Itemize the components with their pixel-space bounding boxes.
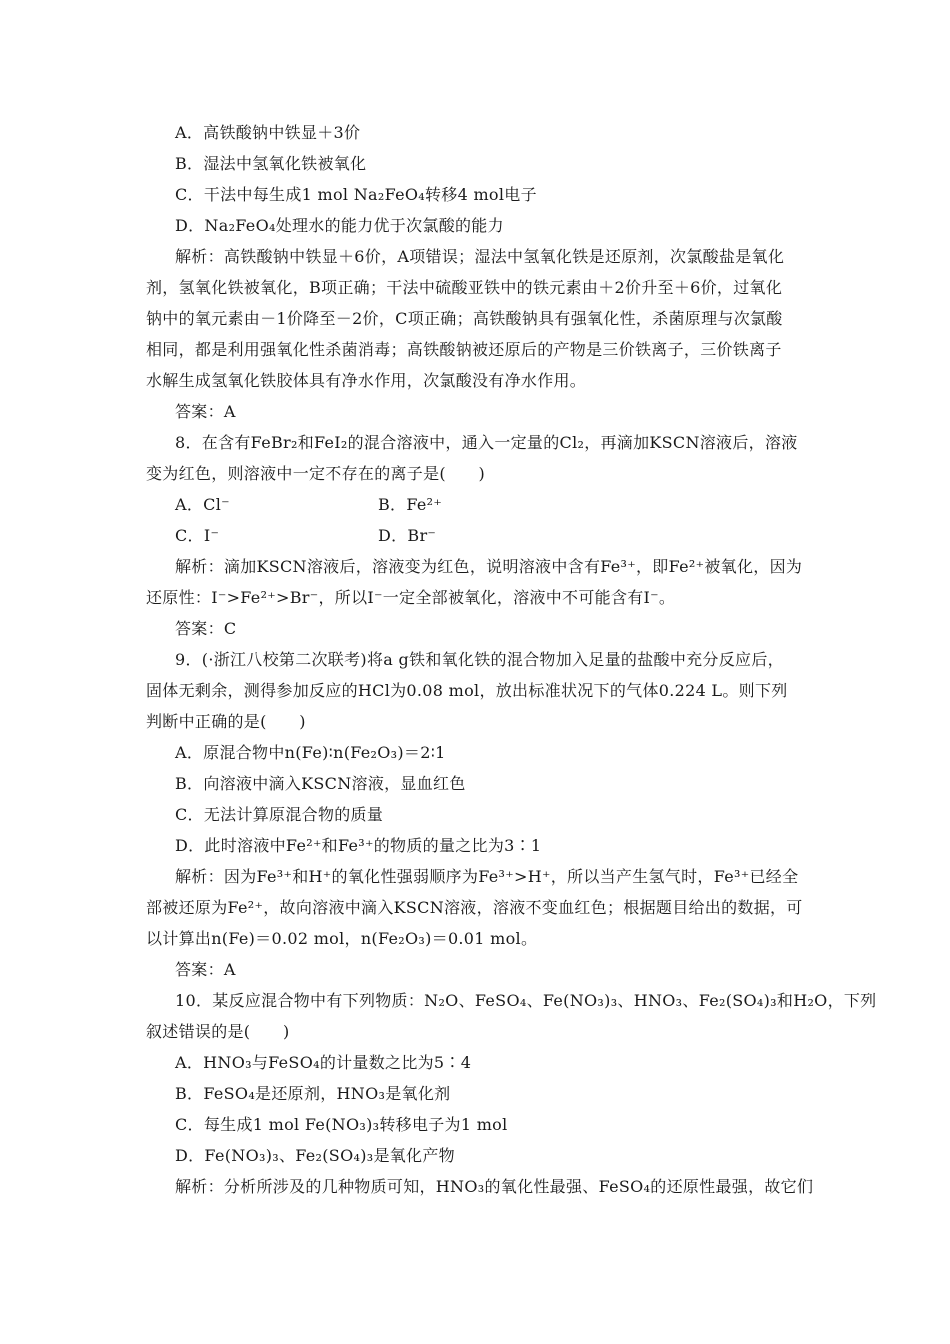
q10-option-c: C．每生成1 mol Fe(NO₃)₃转移电子为1 mol xyxy=(175,1115,508,1134)
q9-answer: 答案：A xyxy=(175,960,236,979)
q7-explanation-line: 剂，氢氧化铁被氧化，B项正确；干法中硫酸亚铁中的铁元素由＋2价升至＋6价，过氧化 xyxy=(146,278,783,297)
q10-option-a: A．HNO₃与FeSO₄的计量数之比为5∶4 xyxy=(175,1053,472,1072)
q8-answer: 答案：C xyxy=(175,619,237,638)
q10-option-b: B．FeSO₄是还原剂，HNO₃是氧化剂 xyxy=(175,1084,451,1103)
q10-explanation-line: 解析：分析所涉及的几种物质可知，HNO₃的氧化性最强、FeSO₄的还原性最强，故它们 xyxy=(175,1177,814,1196)
q9-stem-line: 9．(·浙江八校第二次联考)将a g铁和氧化铁的混合物加入足量的盐酸中充分反应后， xyxy=(175,650,784,669)
q7-option-b: B．湿法中氢氧化铁被氧化 xyxy=(175,154,367,173)
q9-stem-line: 固体无剩余，测得参加反应的HCl为0.08 mol，放出标准状况下的气体0.224 L。则下列 xyxy=(146,681,788,700)
q10-stem-line: 叙述错误的是( ) xyxy=(146,1022,290,1041)
q9-explanation-line: 以计算出n(Fe)＝0.02 mol，n(Fe₂O₃)＝0.01 mol。 xyxy=(146,929,538,948)
q8-option-b: B．Fe²⁺ xyxy=(378,495,443,514)
q7-explanation-line: 钠中的氧元素由－1价降至－2价，C项正确；高铁酸钠具有强氧化性，杀菌原理与次氯酸 xyxy=(146,309,783,328)
q7-option-c: C．干法中每生成1 mol Na₂FeO₄转移4 mol电子 xyxy=(175,185,537,204)
q9-option-d: D．此时溶液中Fe²⁺和Fe³⁺的物质的量之比为3∶1 xyxy=(175,836,542,855)
q8-option-a: A．Cl⁻ xyxy=(175,495,230,514)
q9-option-a: A．原混合物中n(Fe)∶n(Fe₂O₃)＝2∶1 xyxy=(175,743,446,762)
q9-stem-line: 判断中正确的是( ) xyxy=(146,712,306,731)
q7-explanation-line: 相同，都是利用强氧化性杀菌消毒；高铁酸钠被还原后的产物是三价铁离子，三价铁离子 xyxy=(146,340,782,359)
q9-explanation-line: 解析：因为Fe³⁺和H⁺的氧化性强弱顺序为Fe³⁺>H⁺，所以当产生氢气时，Fe³⁺已经全 xyxy=(175,867,799,886)
q7-option-a: A．高铁酸钠中铁显＋3价 xyxy=(175,123,361,142)
q8-explanation-line: 解析：滴加KSCN溶液后，溶液变为红色，说明溶液中含有Fe³⁺，即Fe²⁺被氧化，因为 xyxy=(175,557,803,576)
q8-stem-line: 变为红色，则溶液中一定不存在的离子是( ) xyxy=(146,464,486,483)
q9-option-c: C．无法计算原混合物的质量 xyxy=(175,805,384,824)
q7-answer: 答案：A xyxy=(175,402,236,421)
q8-option-c: C．I⁻ xyxy=(175,526,220,545)
q9-explanation-line: 部被还原为Fe²⁺，故向溶液中滴入KSCN溶液，溶液不变血红色；根据题目给出的数据，可 xyxy=(146,898,803,917)
q10-stem-line: 10．某反应混合物中有下列物质：N₂O、FeSO₄、Fe(NO₃)₃、HNO₃、Fe₂(SO₄)₃和H₂O，下列 xyxy=(175,991,877,1010)
q7-option-d: D．Na₂FeO₄处理水的能力优于次氯酸的能力 xyxy=(175,216,504,235)
q8-explanation-line: 还原性：I⁻>Fe²⁺>Br⁻，所以I⁻一定全部被氧化，溶液中不可能含有I⁻。 xyxy=(146,588,676,607)
q7-explanation-line: 水解生成氢氧化铁胶体具有净水作用，次氯酸没有净水作用。 xyxy=(146,371,587,390)
q10-option-d: D．Fe(NO₃)₃、Fe₂(SO₄)₃是氧化产物 xyxy=(175,1146,455,1165)
q7-explanation-line: 解析：高铁酸钠中铁显＋6价，A项错误；湿法中氢氧化铁是还原剂，次氯酸盐是氧化 xyxy=(175,247,785,266)
q8-stem-line: 8．在含有FeBr₂和FeI₂的混合溶液中，通入一定量的Cl₂，再滴加KSCN溶液后，溶液 xyxy=(175,433,798,452)
q8-option-d: D．Br⁻ xyxy=(378,526,437,545)
q9-option-b: B．向溶液中滴入KSCN溶液，显血红色 xyxy=(175,774,466,793)
